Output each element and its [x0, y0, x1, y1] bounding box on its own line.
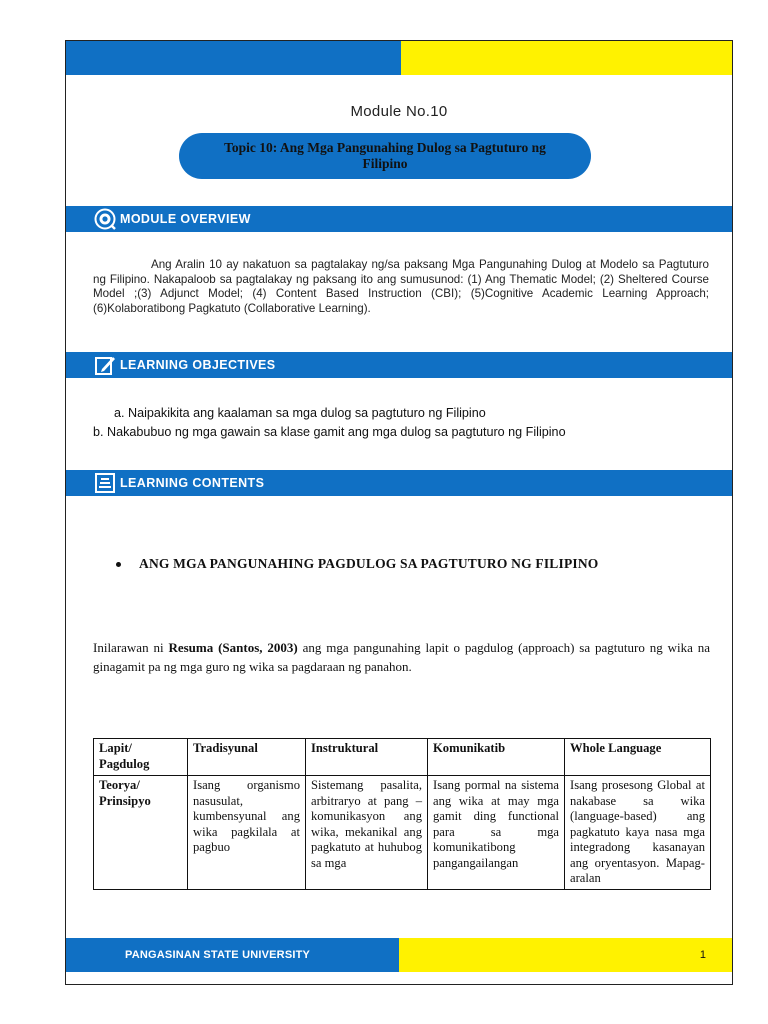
table-row [94, 776, 711, 890]
topic-title: Topic 10: Ang Mga Pangunahing Dulog sa Pagtuturo ng Filipino [179, 133, 591, 179]
objective-b: b. Nakabubuo ng mga gawain sa klase gamit ang mga dulog sa pagtuturo ng Filipino [93, 425, 566, 439]
objective-a: a. Naipakikita ang kaalaman sa mga dulog sa pagtuturo ng Filipino [114, 406, 486, 420]
table-header: Komunikatib [428, 739, 565, 776]
table-cell: Isang organismo nasusulat, kumbensyunal ang wika pagkilala at pagbuo [188, 776, 306, 890]
module-overview-title: MODULE OVERVIEW [120, 212, 251, 226]
learning-objectives-title: LEARNING OBJECTIVES [120, 358, 276, 372]
overview-paragraph: Ang Aralin 10 ay nakatuon sa pagtalakay ng/sa paksang Mga Pangunahing Dulog at Modelo sa Pagtuturo ng Filipino. Nakapaloob sa pagtalakay ng paksang ito ang sumusunod: (1) Ang Thematic Model; (2) Sheltered Course Model ;(3) Adjunct Model; (4) Content Based Instruction (CBI); (5)Cognitive Academic Learning Approach; (6)Kolaboratibong Pagkatuto (Collaborative Learning). [93, 258, 709, 315]
learning-contents-title: LEARNING CONTENTS [120, 476, 265, 490]
footer-university: PANGASINAN STATE UNIVERSITY [66, 938, 399, 972]
table-header: Instruktural [306, 739, 428, 776]
bullet-heading-text: ANG MGA PANGUNAHING PAGDULOG SA PAGTUTURO NG FILIPINO [139, 556, 599, 571]
table-header: Whole Language [565, 739, 711, 776]
intro-post: ang mga pangunahing lapit o pagdulog (approach) sa pagtuturo ng wika na ginagamit pa ng mga guro ng wika sa pagdaraan ng panahon. [93, 640, 710, 674]
module-number: Module No.10 [350, 103, 448, 120]
approaches-table [93, 738, 711, 890]
page-number: 1 [699, 949, 706, 961]
table-header-row [94, 739, 711, 776]
footer-bar [66, 938, 732, 972]
table-cell: Sistemang pasalita, arbitraryo at pang – komunikasyon ang wika, mekanikal ang pagkatuto at huhubog sa mga [306, 776, 428, 890]
intro-citation: Resuma (Santos, 2003) [168, 640, 298, 655]
table-header: Lapit/ Pagdulog [94, 739, 188, 776]
table-cell: Isang pormal na sistema ang wika at may mga gamit ding functional para sa mga komunikatibong pangangailangan [428, 776, 565, 890]
table-header: Tradisyunal [188, 739, 306, 776]
table-clip [66, 41, 732, 933]
module-page [65, 40, 733, 985]
table-cell: Isang prosesong Global at nakabase sa wika (language-based) ang pagkatuto kaya nasa mga integradong kasanayan ang oryentasyon. Mapag-aralan [565, 776, 711, 890]
table-cell: Teorya/ Prinsipyo [94, 776, 188, 890]
intro-pre: Inilarawan ni [93, 640, 169, 655]
footer-page-area [399, 938, 732, 972]
